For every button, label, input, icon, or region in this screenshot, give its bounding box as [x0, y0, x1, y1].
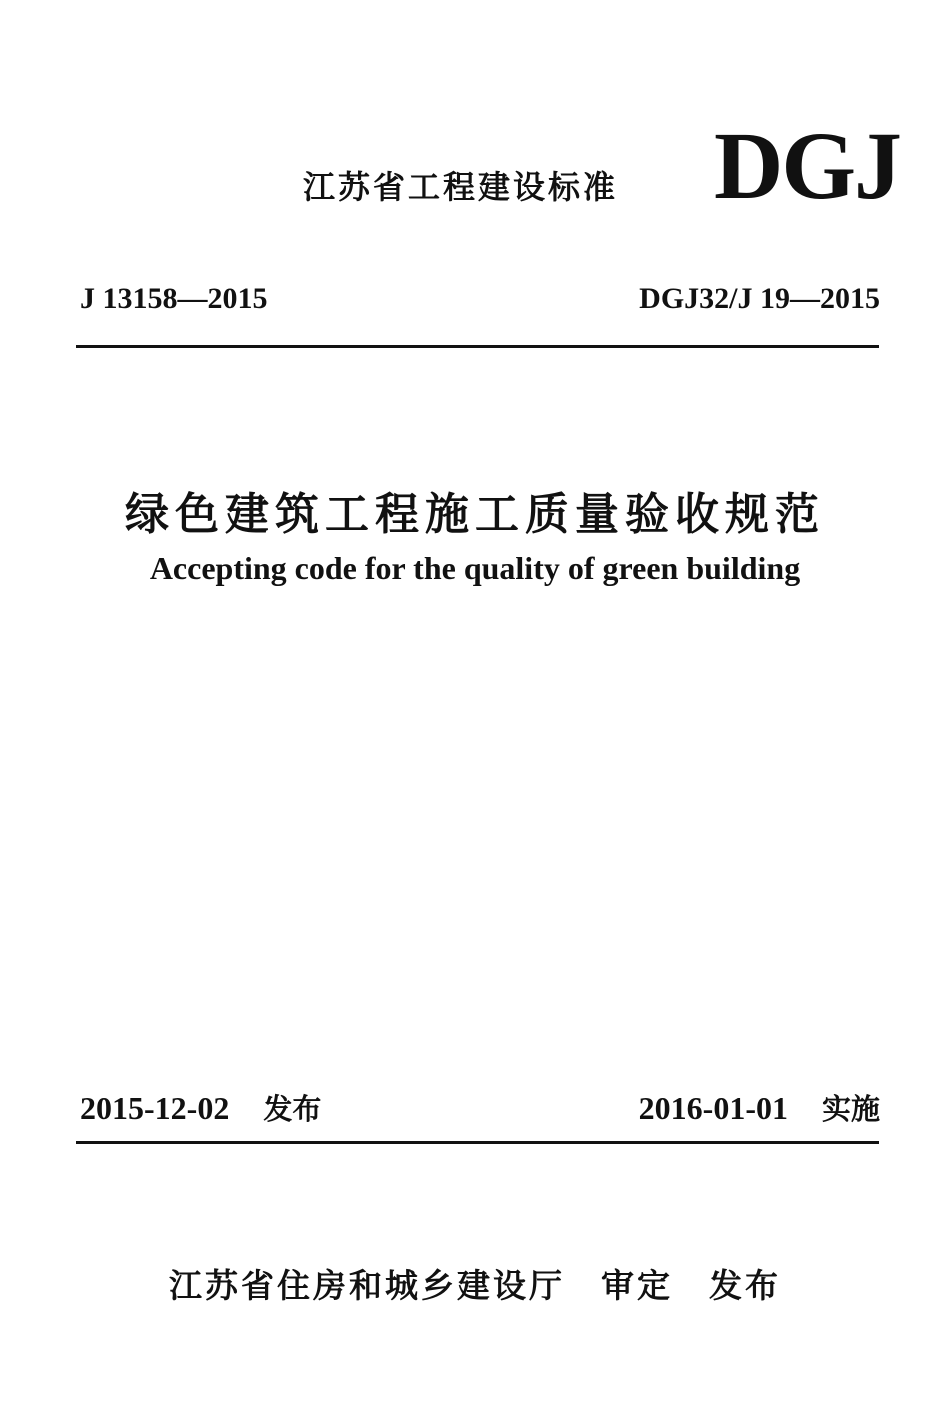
issue-label: 发布 [263, 1092, 322, 1126]
issuing-authority-line [0, 1260, 950, 1307]
dgj-logo: DGJ [714, 112, 900, 219]
document-title-english: Accepting code for the quality of green building [149, 550, 801, 586]
issue-date: 2015-12-02 [80, 1090, 230, 1126]
national-record-number: J 13158—2015 [80, 282, 268, 315]
standard-category-label: 江苏省工程建设标准 [303, 168, 619, 206]
effective-date: 2016-01-01 [638, 1090, 788, 1126]
issue-date-block [80, 1087, 321, 1128]
publish-label: 发布 [709, 1266, 781, 1305]
issuing-authority: 江苏省住房和城乡建设厅 [169, 1266, 565, 1305]
approve-label: 审定 [601, 1266, 673, 1305]
local-standard-number: DGJ32/J 19—2015 [639, 282, 880, 315]
bottom-divider [76, 1141, 879, 1144]
effective-date-block [639, 1087, 880, 1128]
document-title-chinese: 绿色建筑工程施工质量验收规范 [125, 489, 825, 540]
effective-label: 实施 [821, 1092, 880, 1126]
top-divider [76, 345, 879, 348]
